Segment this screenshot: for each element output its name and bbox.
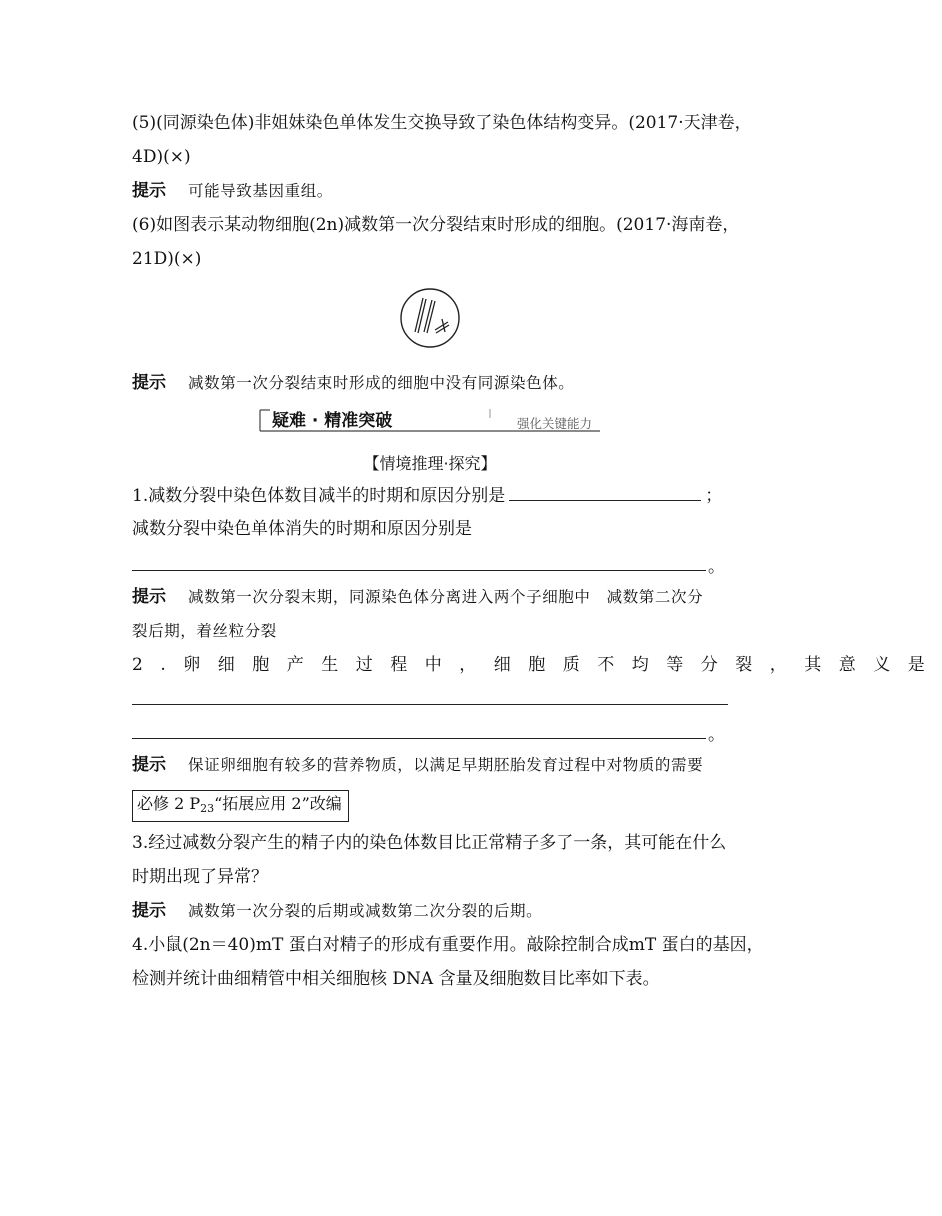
p1-line1-text: 1.减数分裂中染色体数目减半的时期和原因分别是 — [132, 486, 506, 506]
q6-hint — [132, 372, 574, 394]
hint-label: 提示 — [132, 373, 166, 393]
hint-label: 提示 — [132, 181, 166, 201]
p3-line1: 3.经过减数分裂产生的精子内的染色体数目比正常精子多了一条，其可能在什么 — [132, 833, 727, 853]
q6-line1: (6)如图表示某动物细胞(2n)减数第一次分裂结束时形成的细胞。(2017·海南卷， — [132, 215, 740, 235]
hint-label: 提示 — [132, 587, 166, 607]
banner-title: 疑难 · 精准突破 — [272, 411, 393, 431]
hint-text: 裂后期，着丝粒分裂 — [132, 622, 277, 640]
source-page: 23 — [200, 802, 215, 815]
source-prefix: 必修 2 P — [137, 794, 201, 813]
hint-label: 提示 — [132, 901, 166, 921]
banner-subtitle: 强化关键能力 — [516, 416, 592, 431]
answer-line[interactable] — [132, 704, 728, 705]
p4-line1: 4.小鼠(2n＝40)mT 蛋白对精子的形成有重要作用。敲除控制合成mT 蛋白的基因， — [132, 935, 764, 955]
answer-line[interactable] — [132, 738, 706, 739]
p2-period: 。 — [708, 725, 725, 745]
source-reference — [132, 790, 349, 822]
source-suffix: “拓展应用 2”改编 — [214, 794, 342, 813]
p3-line2: 时期出现了异常？ — [132, 867, 268, 887]
hint-label: 提示 — [132, 755, 166, 775]
q5-hint — [132, 180, 333, 202]
answer-blank[interactable] — [509, 484, 701, 501]
section-banner — [260, 404, 600, 432]
answer-line[interactable] — [132, 570, 706, 571]
hint-text: 减数第一次分裂结束时形成的细胞中没有同源染色体。 — [188, 374, 575, 392]
q6-line2: 21D)(×) — [132, 249, 202, 269]
p1-line2: 减数分裂中染色单体消失的时期和原因分别是 — [132, 519, 472, 539]
p2-hint — [132, 754, 703, 776]
p1-line1 — [132, 484, 722, 507]
p1-hint-line1 — [132, 586, 703, 608]
hint-text: 减数第一次分裂的后期或减数第二次分裂的后期。 — [188, 902, 543, 920]
hint-text: 减数第一次分裂末期，同源染色体分离进入两个子细胞中 减数第二次分 — [188, 588, 704, 606]
cell-diagram — [398, 286, 462, 350]
p1-hint-line2 — [132, 620, 277, 642]
q5-line2: 4D)(×) — [132, 147, 191, 167]
p2-line1: 2.卵细胞产生过程中，细胞质不均等分裂，其意义是 — [132, 655, 942, 675]
p1-line1-end: ； — [705, 486, 723, 506]
p1-period: 。 — [708, 557, 725, 577]
chromosomes — [415, 298, 449, 333]
section-title: 【情境推理·探究】 — [363, 454, 497, 473]
p3-hint — [132, 900, 542, 922]
cell-membrane — [401, 289, 459, 347]
p4-line2: 检测并统计曲细精管中相关细胞核 DNA 含量及细胞数目比率如下表。 — [132, 969, 660, 989]
q5-line1: (5)(同源染色体)非姐妹染色单体发生交换导致了染色体结构变异。(2017·天津卷， — [132, 113, 752, 133]
hint-text: 保证卵细胞有较多的营养物质，以满足早期胚胎发育过程中对物质的需要 — [188, 756, 704, 774]
hint-text: 可能导致基因重组。 — [188, 182, 333, 200]
